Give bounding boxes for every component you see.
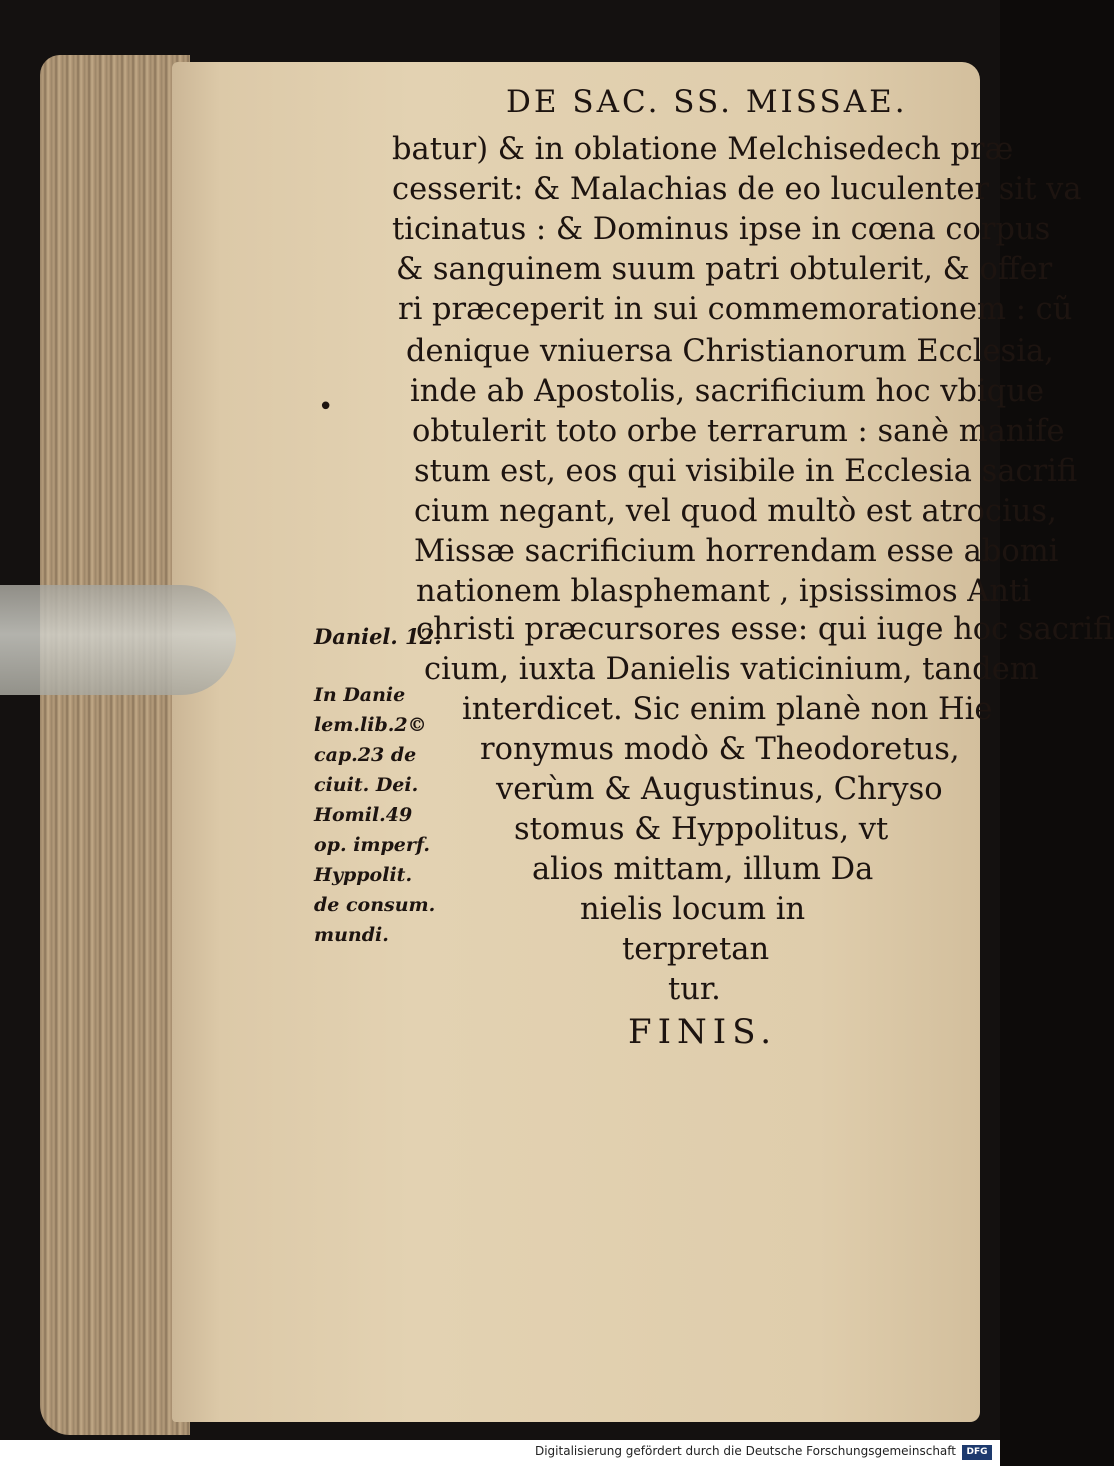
body-line: terpretan — [622, 932, 770, 967]
body-line: christi præcursores esse: qui iuge hoc sacrifi — [416, 612, 1114, 647]
body-line: Missæ sacrificium horrendam esse abomi — [414, 534, 1059, 569]
body-line: cesserit: & Malachias de eo luculenter sit va — [392, 172, 1082, 207]
body-line: cium, iuxta Danielis vaticinium, tandem — [424, 652, 1039, 687]
margin-citation: cap.23 de — [314, 744, 417, 766]
finis-heading: FINIS. — [628, 1012, 778, 1052]
body-line: ticinatus : & Dominus ipse in cœna corpus — [392, 212, 1051, 247]
margin-citation: op. imperf. — [314, 834, 431, 856]
margin-citation: In Danie — [314, 684, 406, 706]
funding-credit: Digitalisierung gefördert durch die Deutsche Forschungsgemeinschaft — [534, 1444, 956, 1458]
dfg-logo: DFG — [962, 1445, 992, 1460]
book-page-edges — [40, 55, 190, 1435]
margin-citation: de consum. — [314, 894, 436, 916]
body-line: verùm & Augustinus, Chryso — [496, 772, 943, 807]
body-line: nielis locum in — [580, 892, 806, 927]
ink-mark: • — [318, 392, 334, 422]
page-holder-clip — [0, 585, 236, 695]
margin-note-daniel: Daniel. 12. — [314, 624, 442, 649]
body-line: tur. — [668, 972, 721, 1007]
body-line: & sanguinem suum patri obtulerit, & offer — [396, 252, 1053, 287]
margin-citation: ciuit. Dei. — [314, 774, 419, 796]
margin-citation: Homil.49 — [314, 804, 413, 826]
body-line: cium negant, vel quod multò est atrocius, — [414, 494, 1057, 529]
margin-citation: lem.lib.2© — [314, 714, 427, 736]
body-line: ri præceperit in sui commemorationem : cũ — [398, 292, 1073, 327]
body-line: interdicet. Sic enim planè non Hie — [462, 692, 993, 727]
body-line: stum est, eos qui visibile in Ecclesia sacrifi — [414, 454, 1078, 489]
body-line: nationem blasphemant , ipsissimos Anti — [416, 574, 1031, 609]
margin-citation: Hyppolit. — [314, 864, 413, 886]
body-line: alios mittam, illum Da — [532, 852, 874, 887]
body-line: denique vniuersa Christianorum Ecclesia, — [406, 334, 1054, 369]
body-line: ronymus modò & Theodoretus, — [480, 732, 960, 767]
footer-bar — [0, 1440, 1000, 1466]
running-head: DE SAC. SS. MISSAE. — [506, 84, 908, 120]
body-line: inde ab Apostolis, sacrificium hoc vbique — [410, 374, 1045, 409]
body-line: stomus & Hyppolitus, vt — [514, 812, 889, 847]
margin-citation: mundi. — [314, 924, 389, 946]
body-line: obtulerit toto orbe terrarum : sanè manife — [412, 414, 1065, 449]
body-line: batur) & in oblatione Melchisedech præ — [392, 132, 1014, 167]
